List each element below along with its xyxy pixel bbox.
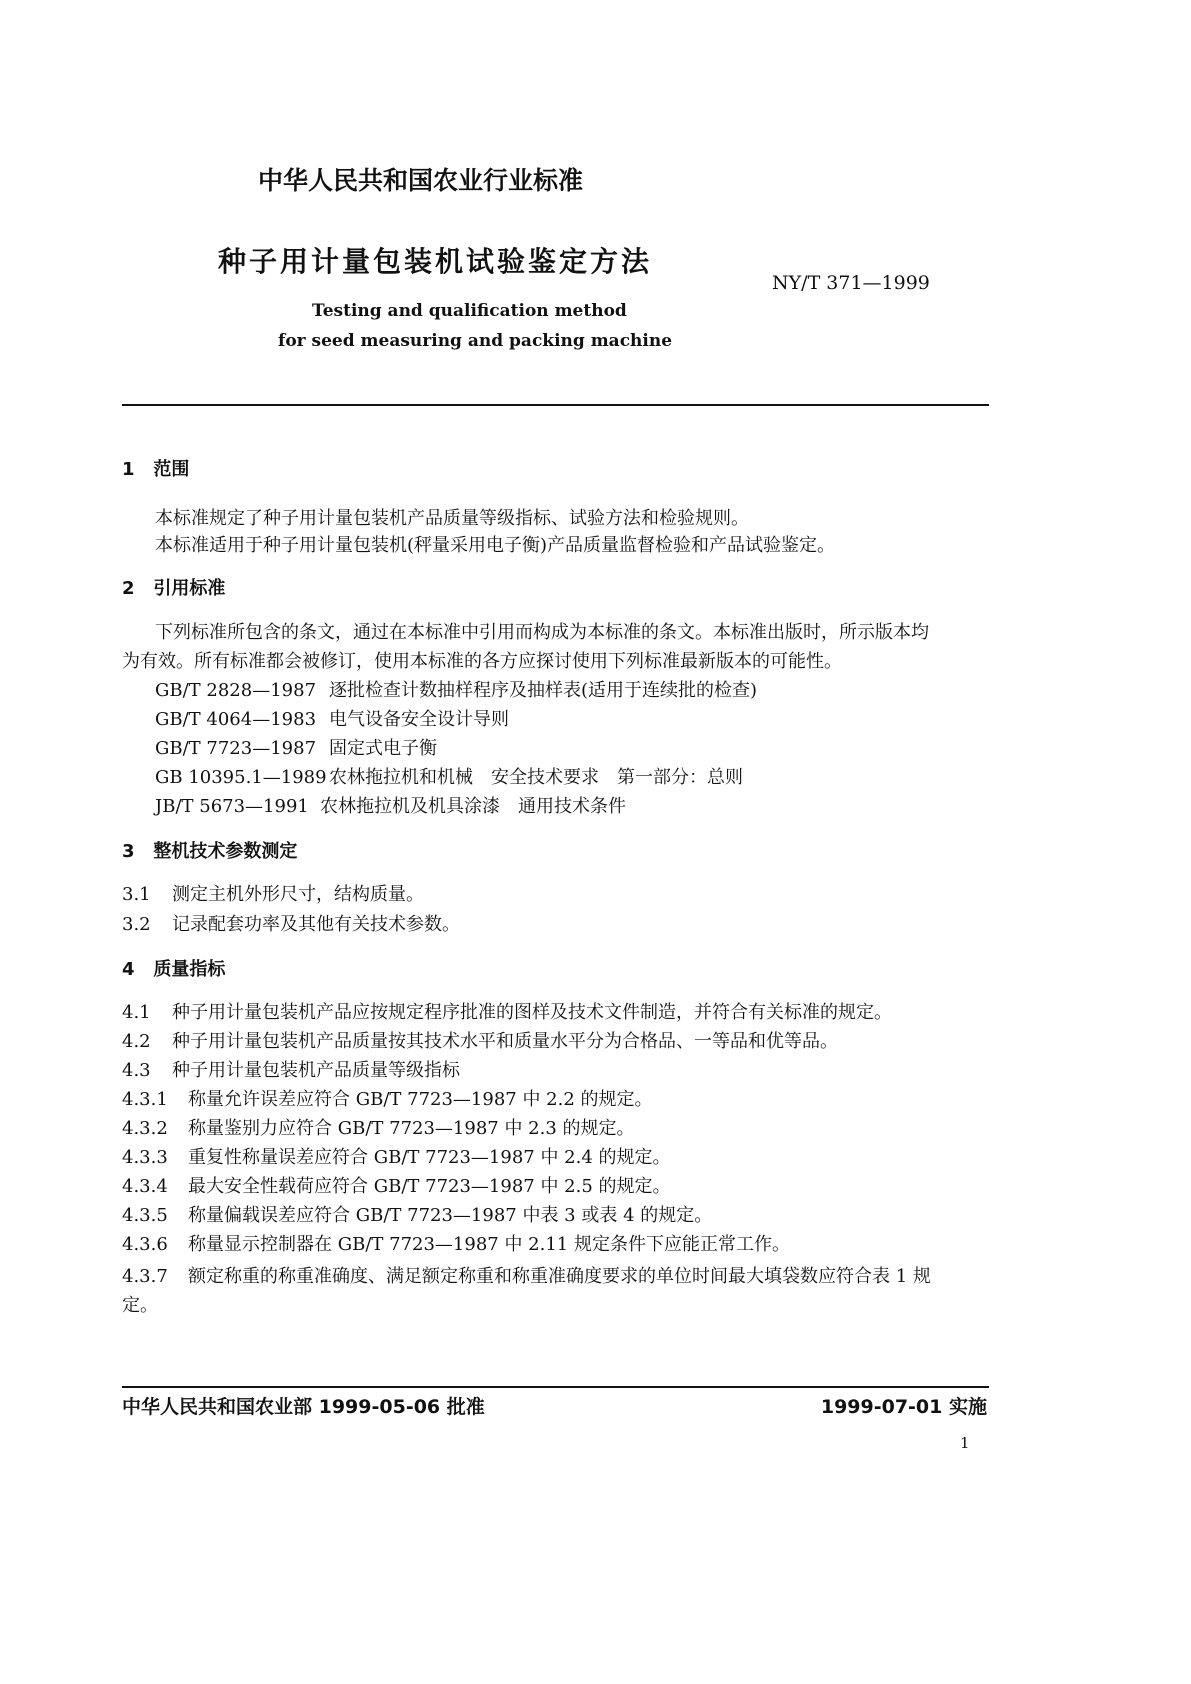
paragraph: 下列标准所包含的条文，通过在本标准中引用而构成为本标准的条文。本标准出版时，所示版本均 (155, 622, 929, 643)
paragraph: 本标准规定了种子用计量包装机产品质量等级指标、试验方法和检验规则。 (155, 508, 749, 529)
clause (122, 1234, 790, 1256)
section-num: 4 (122, 959, 135, 980)
standard-category: 中华人民共和国农业行业标准 (258, 166, 584, 195)
section-title: 引用标准 (153, 578, 226, 599)
english-title-line-2: for seed measuring and packing machine (278, 331, 673, 351)
clause-text: 称量偏载误差应符合 GB/T 7723—1987 中表 3 或表 4 的规定。 (188, 1205, 713, 1226)
section-num: 3 (122, 841, 135, 862)
page-number: 1 (960, 1434, 970, 1452)
clause-num: 4.3 (122, 1060, 151, 1081)
clause (122, 1147, 671, 1169)
paragraph: 为有效。所有标准都会被修订，使用本标准的各方应探讨使用下列标准最新版本的可能性。 (122, 651, 842, 672)
clause-continuation: 定。 (122, 1295, 158, 1316)
clause-num: 4.3.4 (122, 1176, 168, 1197)
reference-name: 农林拖拉机及机具涂漆 通用技术条件 (320, 796, 626, 817)
reference-item (155, 767, 743, 789)
standard-code: NY/T 371—1999 (772, 272, 930, 294)
clause-num: 3.1 (122, 884, 151, 905)
clause-num: 4.3.7 (122, 1266, 168, 1287)
clause-num: 4.3.2 (122, 1118, 168, 1139)
clause-text: 称量鉴别力应符合 GB/T 7723—1987 中 2.3 的规定。 (188, 1118, 635, 1139)
clause-num: 4.3.5 (122, 1205, 168, 1226)
paragraph: 本标准适用于种子用计量包装机(秤量采用电子衡)产品质量监督检验和产品试验鉴定。 (155, 535, 836, 556)
clause-num: 4.3.3 (122, 1147, 168, 1168)
clause-text: 种子用计量包装机产品质量按其技术水平和质量水平分为合格品、一等品和优等品。 (172, 1031, 838, 1052)
reference-code: GB/T 2828—1987 (155, 680, 317, 701)
clause-num: 4.1 (122, 1002, 151, 1023)
document-title: 种子用计量包装机试验鉴定方法 (218, 245, 653, 278)
section-num: 2 (122, 578, 135, 599)
reference-code: GB/T 7723—1987 (155, 738, 317, 759)
clause-text: 重复性称量误差应符合 GB/T 7723—1987 中 2.4 的规定。 (188, 1147, 671, 1168)
section-title: 质量指标 (153, 959, 226, 980)
section-1-heading (122, 459, 189, 481)
clause-text: 称量允许误差应符合 GB/T 7723—1987 中 2.2 的规定。 (188, 1089, 653, 1110)
clause (122, 1031, 838, 1053)
clause-text: 测定主机外形尺寸，结构质量。 (172, 884, 424, 905)
effective-date: 1999-07-01 实施 (820, 1396, 987, 1418)
reference-item (155, 680, 757, 702)
reference-code: JB/T 5673—1991 (155, 796, 309, 817)
clause (122, 1266, 931, 1288)
clause (122, 914, 460, 936)
section-3-heading (122, 841, 297, 863)
clause-text: 种子用计量包装机产品应按规定程序批准的图样及技术文件制造，并符合有关标准的规定。 (172, 1002, 892, 1023)
clause (122, 1205, 712, 1227)
clause-text: 记录配套功率及其他有关技术参数。 (172, 914, 460, 935)
clause-text: 额定称重的称重准确度、满足额定称重和称重准确度要求的单位时间最大填袋数应符合表 1 规 (188, 1266, 931, 1287)
clause-num: 4.2 (122, 1031, 151, 1052)
reference-name: 农林拖拉机和机械 安全技术要求 第一部分：总则 (329, 767, 743, 788)
clause (122, 884, 424, 906)
reference-name: 电气设备安全设计导则 (329, 709, 509, 730)
reference-name: 固定式电子衡 (329, 738, 437, 759)
section-title: 范围 (153, 459, 190, 480)
english-title-line-1: Testing and qualification method (312, 301, 627, 321)
section-4-heading (122, 959, 225, 981)
clause (122, 1002, 892, 1024)
section-title: 整机技术参数测定 (153, 841, 298, 862)
clause (122, 1118, 635, 1140)
clause (122, 1176, 671, 1198)
clause-num: 4.3.6 (122, 1234, 168, 1255)
section-num: 1 (122, 459, 135, 480)
clause-text: 种子用计量包装机产品质量等级指标 (172, 1060, 460, 1081)
clause (122, 1060, 460, 1082)
clause-num: 4.3.1 (122, 1089, 168, 1110)
footer-divider (122, 1386, 989, 1388)
header-divider (122, 404, 989, 406)
clause-text: 称量显示控制器在 GB/T 7723—1987 中 2.11 规定条件下应能正常工作。 (188, 1234, 790, 1255)
clause-text: 最大安全性载荷应符合 GB/T 7723—1987 中 2.5 的规定。 (188, 1176, 671, 1197)
approval-date: 中华人民共和国农业部 1999-05-06 批准 (122, 1396, 485, 1418)
reference-item (155, 796, 626, 818)
reference-item (155, 709, 509, 731)
section-2-heading (122, 578, 225, 600)
clause (122, 1089, 653, 1111)
clause-num: 3.2 (122, 914, 151, 935)
reference-code: GB 10395.1—1989 (155, 767, 327, 788)
reference-item (155, 738, 437, 760)
reference-code: GB/T 4064—1983 (155, 709, 317, 730)
reference-name: 逐批检查计数抽样程序及抽样表(适用于连续批的检查) (329, 680, 758, 701)
